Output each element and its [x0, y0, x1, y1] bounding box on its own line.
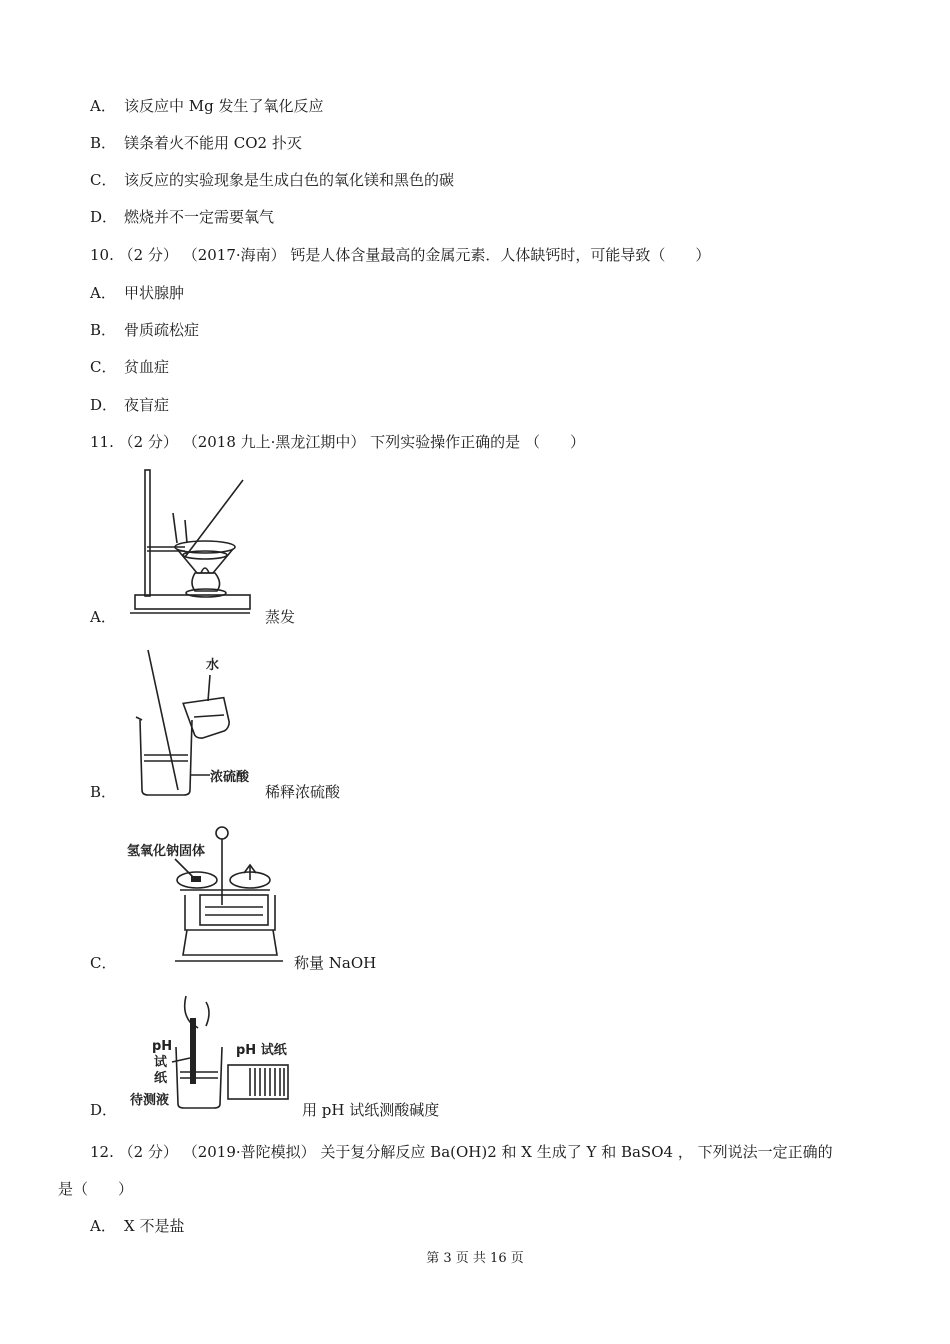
- option-text: 骨质疏松症: [124, 321, 200, 339]
- ph-paper-label: pH 试纸: [236, 1043, 287, 1058]
- q9-option-b: [90, 133, 302, 153]
- option-text: 该反应中 Mg 发生了氧化反应: [124, 97, 324, 115]
- q10-option-c: [90, 357, 169, 377]
- option-letter: A．: [90, 284, 116, 302]
- option-letter: A．: [90, 97, 116, 115]
- option-text: 该反应的实验现象是生成白色的氧化镁和黑色的碳: [124, 171, 455, 189]
- option-text: X 不是盐: [124, 1217, 185, 1235]
- shi-label: 试: [154, 1055, 168, 1070]
- option-text: 夜盲症: [124, 396, 170, 414]
- page-footer: 第 3 页 共 16 页: [426, 1251, 524, 1266]
- ph-test-figure: [128, 992, 298, 1114]
- q11-option-b-caption: 稀释浓硫酸: [265, 783, 341, 801]
- option-text: 镁条着火不能用 CO2 扑灭: [124, 134, 302, 152]
- zhi-label: 纸: [154, 1071, 168, 1086]
- test-liquid-label: 待测液: [130, 1093, 170, 1108]
- q12-stem-line2: 是（ ）: [58, 1180, 134, 1198]
- option-letter: C．: [90, 171, 117, 189]
- option-text: 甲状腺肿: [124, 284, 185, 302]
- q9-option-c: [90, 170, 454, 190]
- q12-option-a: [90, 1216, 184, 1236]
- water-label: 水: [206, 658, 220, 673]
- option-text: 贫血症: [124, 358, 170, 376]
- option-text: 燃烧并不一定需要氧气: [124, 208, 275, 226]
- q9-option-a: [90, 96, 324, 116]
- ph-label: pH: [152, 1039, 173, 1054]
- dilution-figure: [130, 645, 260, 800]
- option-letter: D．: [90, 208, 118, 226]
- q11-option-d-letter: D．: [90, 1101, 118, 1119]
- option-letter: D．: [90, 396, 118, 414]
- q11-option-c-caption: 称量 NaOH: [294, 954, 377, 972]
- option-letter: A．: [90, 1217, 116, 1235]
- ph-color-strip: [250, 1068, 284, 1096]
- balance-figure: [125, 825, 285, 965]
- q11-stem: 11. （2 分） （2018 九上·黑龙江期中） 下列实验操作正确的是 （ ）: [90, 433, 585, 451]
- q10-stem: 10. （2 分） （2017·海南） 钙是人体含量最高的金属元素．人体缺钙时，可能导致（ ）: [90, 246, 711, 264]
- option-letter: B．: [90, 134, 117, 152]
- q11-option-c-letter: C．: [90, 954, 117, 972]
- q11-option-a-caption: 蒸发: [265, 608, 296, 626]
- q10-option-d: [90, 395, 169, 415]
- q10-option-a: [90, 283, 184, 303]
- q10-option-b: [90, 320, 199, 340]
- option-letter: B．: [90, 321, 117, 339]
- q11-option-a-letter: A．: [90, 608, 116, 626]
- q9-option-d: [90, 207, 274, 227]
- option-letter: C．: [90, 358, 117, 376]
- q11-option-d-caption: 用 pH 试纸测酸碱度: [302, 1101, 440, 1119]
- sulfuric-acid-label: 浓硫酸: [210, 770, 250, 785]
- naoh-solid-label: 氢氧化钠固体: [127, 844, 206, 859]
- q11-option-b-letter: B．: [90, 783, 117, 801]
- q12-stem-line1: 12. （2 分） （2019·普陀模拟） 关于复分解反应 Ba(OH)2 和 X 生成了 Y 和 BaSO4 ， 下列说法一定正确的: [90, 1143, 833, 1161]
- evaporation-figure: [125, 465, 255, 617]
